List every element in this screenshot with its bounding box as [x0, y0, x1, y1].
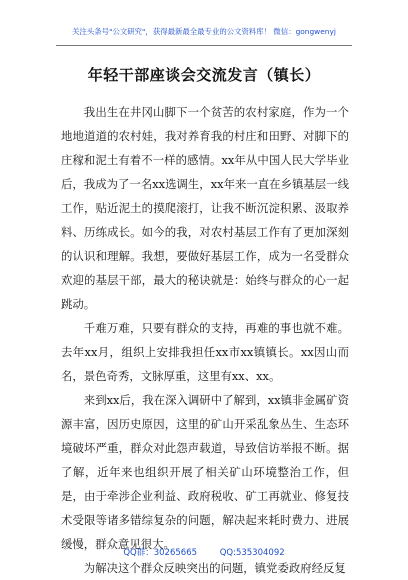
paragraph-2: 千难万难，只要有群众的支持，再难的事也就不难。去年xx月，组织上安排我担任xx市xx镇镇长。xx因山而名，景色奇秀，文脉厚重，这里有xx、xx。 — [61, 321, 349, 383]
footer-contact — [0, 546, 408, 558]
document-body — [61, 100, 349, 580]
footer-qq-group: QQ群：30265665 — [123, 548, 198, 558]
footer-qq: QQ:535304092 — [219, 548, 285, 558]
document-title: 年轻干部座谈会交流发言（镇长） — [87, 66, 321, 84]
header-banner — [56, 20, 352, 46]
paragraph-1: 我出生在井冈山脚下一个贫苦的农村家庭，作为一个地地道道的农村娃，我对养育我的村庄和田野、对脚下的庄稼和泥土有着不一样的感情。xx年从中国人民大学毕业后，我成为了一名xx选调生，xx年来一直在乡镇基层一线工作，贴近泥土的摸爬滚打，让我不断沉淀积累、汲取养料、历练成长。如今的我，对农村基层工作有了更加深刻的认识和理解。我想，要做好基层工作，成为一名受群众欢迎的基层干部，最大的秘诀就是：始终与群众的心一起跳动。 — [61, 105, 349, 311]
paragraph-4: 为解决这个群众反映突出的问题，镇党委政府经反复 — [83, 561, 346, 575]
paragraph-3: 来到xx后，我在深入调研中了解到，xx镇非金属矿资源丰富，因历史原因，这里的矿山开采乱象丛生、生态环境破坏严重，群众对此怨声载道，导致信访举报不断。据了解，近年来也组织开展了相关矿山环境整治工作，但是，由于牵涉企业利益、政府税收、矿工再就业、修复技术受限等诸多错综复杂的问题，解决起来耗时费力、进展缓慢，群众意见很大。 — [61, 393, 349, 551]
header-banner-text: 关注头条号"公文研究"，获得最新最全最专业的公文资料库！ 微信：gongwenyj — [72, 27, 336, 36]
